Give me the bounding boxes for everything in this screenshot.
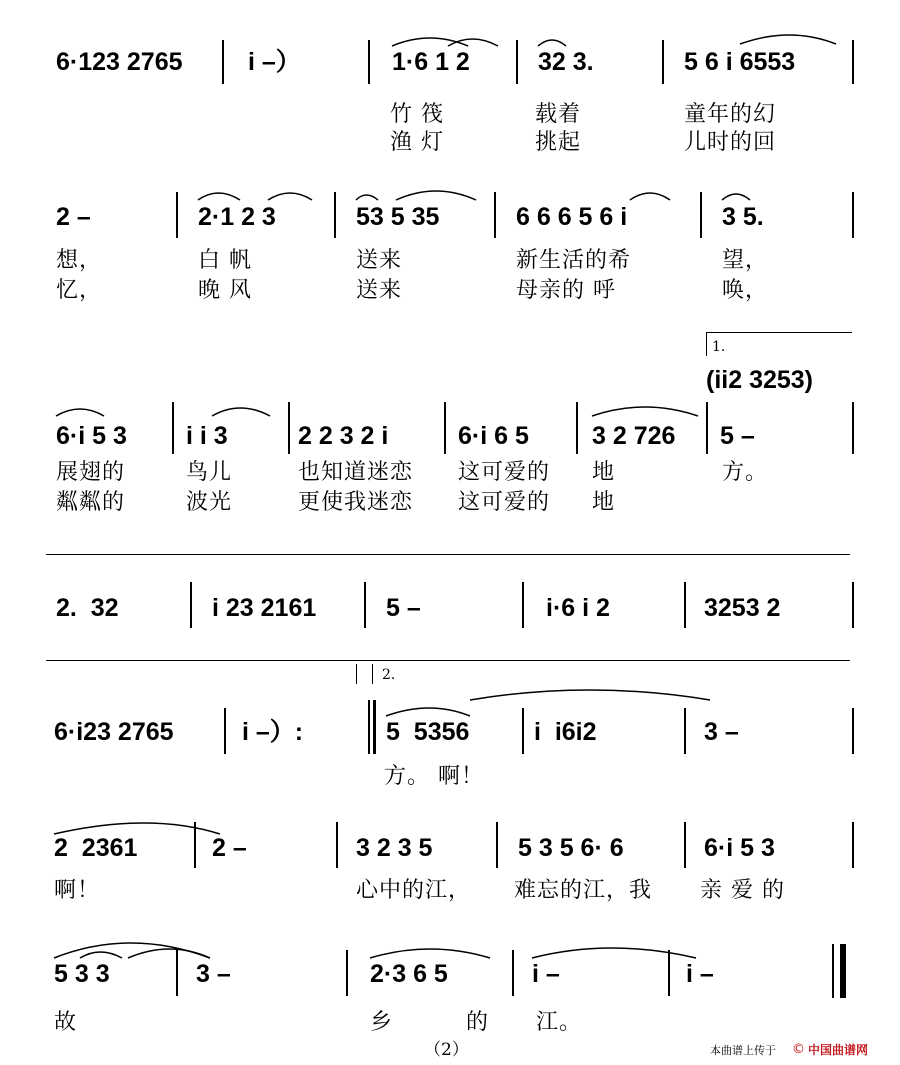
- volta-number: 2.: [382, 667, 396, 683]
- slur: [538, 40, 566, 46]
- barline: [364, 582, 366, 628]
- measure-notes: 5 3 5 6· 6: [518, 834, 624, 862]
- lyric: 竹 筏: [390, 102, 444, 127]
- lyric: 故: [54, 1010, 78, 1035]
- measure-notes: 3 –: [704, 718, 739, 746]
- barline: [684, 582, 686, 628]
- measure-notes: 3 5.: [722, 203, 764, 231]
- barline: [494, 192, 496, 238]
- lyric: 难忘的江，我: [514, 878, 653, 903]
- barline: [224, 708, 226, 754]
- measure-notes: 5 –: [386, 594, 421, 622]
- lyric: 挑起: [535, 130, 582, 155]
- lyric: 送来: [356, 278, 403, 303]
- measure-notes: 6 6 6 5 6 i: [516, 203, 628, 231]
- slur: [128, 949, 210, 958]
- lyric: 忆，: [56, 278, 103, 303]
- measure-notes: i –: [532, 960, 560, 988]
- measure-notes: i i6i2: [534, 718, 597, 746]
- lyric: 渔 灯: [390, 130, 444, 155]
- slur: [198, 193, 240, 200]
- measure-notes: 6·123 2765: [56, 48, 183, 76]
- lyric: 鸟儿: [186, 460, 233, 485]
- measure-notes: i 23 2161: [212, 594, 317, 622]
- barline: [288, 402, 290, 454]
- measure-notes: 5 6 i 6553: [684, 48, 796, 76]
- barline: [512, 950, 514, 996]
- measure-notes: 5 5356: [386, 718, 470, 746]
- lyric: 啊！: [54, 878, 101, 903]
- barline: [684, 822, 686, 868]
- slur: [532, 948, 696, 958]
- barline: [190, 582, 192, 628]
- measure-notes: 2 –: [212, 834, 247, 862]
- barline: [852, 582, 854, 628]
- measure-notes: 6·i 5 3: [56, 422, 127, 450]
- measure-notes: i –）: [248, 48, 301, 76]
- lyric: 想，: [56, 248, 103, 273]
- slur: [386, 708, 470, 716]
- volta-bracket-edge: [356, 664, 357, 684]
- measure-notes: 32 3.: [538, 48, 594, 76]
- lyric: 送来: [356, 248, 403, 273]
- volta-bracket-edge: [372, 664, 373, 684]
- lyric: 这可爱的: [458, 460, 551, 485]
- page-number: （2）: [424, 1040, 469, 1060]
- lyric: 江。: [536, 1010, 583, 1035]
- measure-notes: 5 –: [720, 422, 755, 450]
- upload-source-text: 本曲谱上传于: [710, 1044, 776, 1057]
- lyric: 载着: [535, 102, 582, 127]
- measure-notes: 2 –: [56, 203, 91, 231]
- slur: [356, 195, 378, 200]
- barline: [700, 192, 702, 238]
- measure-notes: i·6 i 2: [546, 594, 610, 622]
- lyric: 母亲的 呼: [516, 278, 616, 303]
- measure-notes: 2·1 2 3: [198, 203, 276, 231]
- slur: [370, 949, 490, 958]
- site-logo-icon: ©: [792, 1042, 805, 1057]
- lyric: 这可爱的: [458, 490, 551, 515]
- measure-notes: 3253 2: [704, 594, 781, 622]
- lyric: 粼粼的: [56, 490, 126, 515]
- slur: [268, 193, 312, 200]
- lyric: 波光: [186, 490, 233, 515]
- barline: [194, 822, 196, 868]
- barline: [336, 822, 338, 868]
- slur: [80, 952, 122, 958]
- lyric: 望，: [722, 248, 769, 273]
- measure-notes: 6·i 6 5: [458, 422, 529, 450]
- repeat-barline-thin: [368, 700, 370, 754]
- lyric: 心中的江，: [356, 878, 472, 903]
- barline: [684, 708, 686, 754]
- measure-notes: i –: [686, 960, 714, 988]
- volta-bracket: [706, 332, 852, 333]
- barline: [176, 950, 178, 996]
- barline: [852, 402, 854, 454]
- lyric: 更使我迷恋: [298, 490, 414, 515]
- slur: [54, 943, 210, 958]
- barline: [852, 822, 854, 868]
- volta-bracket-edge: [706, 332, 707, 356]
- barline: [334, 192, 336, 238]
- measure-notes: 1·6 1 2: [392, 48, 470, 76]
- barline: [496, 822, 498, 868]
- barline: [516, 40, 518, 84]
- divider-line: [46, 554, 850, 555]
- lyric: 白 帆: [198, 248, 252, 273]
- lyric: 晚 风: [198, 278, 252, 303]
- slur: [448, 39, 498, 46]
- site-logo[interactable]: 中国曲谱网: [808, 1043, 869, 1057]
- final-barline-thick: [840, 944, 846, 998]
- barline: [172, 402, 174, 454]
- measure-notes: 6·i 5 3: [704, 834, 775, 862]
- measure-notes: 3 2 726: [592, 422, 676, 450]
- lyric: 地: [592, 490, 616, 515]
- divider-line: [46, 660, 850, 661]
- barline: [368, 40, 370, 84]
- barline: [222, 40, 224, 84]
- lyric: 童年的幻: [684, 102, 777, 127]
- measure-notes: 2·3 6 5: [370, 960, 448, 988]
- lyric: 方。: [722, 460, 769, 485]
- measure-notes: 53 5 35: [356, 203, 440, 231]
- volta-notes: (ii2 3253): [706, 366, 814, 394]
- slur: [470, 690, 710, 700]
- slur: [392, 38, 468, 46]
- barline: [522, 708, 524, 754]
- measure-notes: i –）:: [242, 718, 304, 746]
- slur: [722, 194, 750, 200]
- slur: [592, 407, 698, 416]
- lyric: 展翅的: [56, 460, 126, 485]
- lyric: 亲 爱 的: [700, 878, 785, 903]
- barline: [576, 402, 578, 454]
- repeat-barline-thick: [373, 700, 376, 754]
- barline: [852, 192, 854, 238]
- lyric: 地: [592, 460, 616, 485]
- lyric: 儿时的回: [684, 130, 777, 155]
- lyric: 方。 啊！: [384, 764, 484, 789]
- measure-notes: 3 –: [196, 960, 231, 988]
- lyric: 的: [466, 1010, 490, 1035]
- barline: [176, 192, 178, 238]
- barline: [852, 708, 854, 754]
- slur: [212, 408, 270, 416]
- slur: [56, 409, 104, 416]
- barline: [668, 950, 670, 996]
- measure-notes: 3 2 3 5: [356, 834, 433, 862]
- measure-notes: 2 2 3 2 i: [298, 422, 389, 450]
- final-barline-thin: [832, 944, 834, 998]
- measure-notes: 2 2361: [54, 834, 138, 862]
- volta-number: 1.: [712, 339, 726, 355]
- measure-notes: 2. 32: [56, 594, 119, 622]
- barline: [444, 402, 446, 454]
- slur: [396, 191, 476, 200]
- barline: [852, 40, 854, 84]
- lyric: 新生活的希: [516, 248, 632, 273]
- barline: [706, 402, 708, 454]
- lyric: 乡: [370, 1010, 394, 1035]
- slur: [740, 35, 836, 44]
- barline: [346, 950, 348, 996]
- barline: [662, 40, 664, 84]
- barline: [522, 582, 524, 628]
- lyric: 也知道迷恋: [298, 460, 414, 485]
- measure-notes: 5 3 3: [54, 960, 110, 988]
- slur: [630, 193, 670, 200]
- measure-notes: i i 3: [186, 422, 228, 450]
- measure-notes: 6·i23 2765: [54, 718, 174, 746]
- lyric: 唤，: [722, 278, 769, 303]
